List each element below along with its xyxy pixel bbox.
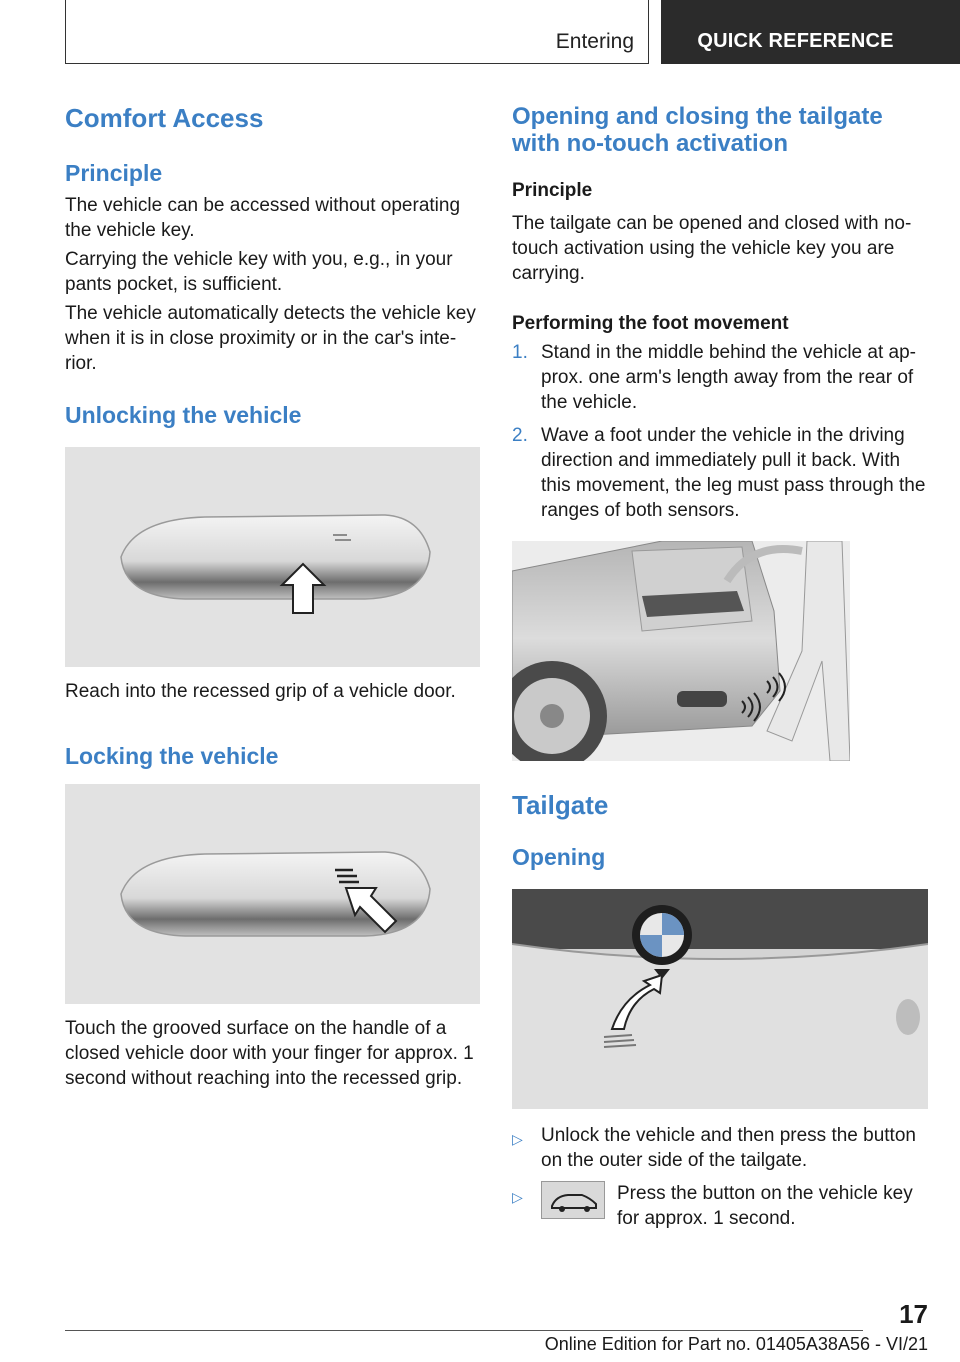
- tailgate-principle-paragraph: The tailgate can be opened and closed with no-touch activation using the vehicle key you are carrying.: [512, 213, 912, 284]
- bullet-text: Unlock the vehicle and then press the button on the outer side of the tailgate.: [541, 1125, 916, 1171]
- right-column: [512, 100, 928, 1231]
- list-item: [512, 1181, 928, 1231]
- principle-paragraph-3: The vehicle automatically detects the vehicle key when it is in close proximity or in the car's inte-rior.: [65, 303, 476, 374]
- door-handle-unlock-image: [65, 447, 480, 667]
- tailgate-principle-heading: Principle: [512, 180, 593, 201]
- section-title: Entering: [555, 30, 634, 53]
- principle-paragraph-2: Carrying the vehicle key with you, e.g., in your pants pocket, is sufficient.: [65, 249, 453, 295]
- footer-divider: [65, 1330, 863, 1331]
- foot-movement-heading: Performing the foot movement: [512, 313, 789, 334]
- step-text: Stand in the middle behind the vehicle at ap-prox. one arm's length away from the rear of the vehicle.: [541, 342, 916, 413]
- unlocking-heading: Unlocking the vehicle: [65, 402, 302, 428]
- quick-reference-tab-label: QUICK REFERENCE: [697, 30, 894, 52]
- foot-movement-figure: [512, 541, 850, 761]
- tailgate-title: Tailgate: [512, 790, 609, 820]
- list-item: [512, 340, 928, 415]
- door-handle-lock-image: [65, 784, 480, 1004]
- lock-handle-figure: [65, 784, 480, 1004]
- edition-text: Online Edition for Part no. 01405A38A56 - VI/21: [544, 1334, 928, 1354]
- foot-movement-image: [512, 541, 850, 761]
- list-item: [512, 1123, 928, 1173]
- unlock-handle-figure: [65, 447, 480, 667]
- unlock-caption: Reach into the recessed grip of a vehicle door.: [65, 681, 456, 702]
- step-number: 1.: [512, 342, 528, 363]
- left-column: [65, 100, 480, 1091]
- quick-reference-tab[interactable]: [661, 0, 960, 64]
- tailgate-button-figure: [512, 889, 928, 1109]
- list-item: [512, 423, 928, 523]
- bullet-text: Press the button on the vehicle key for approx. 1 second.: [617, 1183, 913, 1229]
- comfort-access-title: Comfort Access: [65, 103, 264, 133]
- locking-heading: Locking the vehicle: [65, 743, 279, 769]
- opening-heading: Opening: [512, 844, 606, 870]
- step-number: 2.: [512, 425, 528, 446]
- tailgate-key-button-icon: [541, 1181, 605, 1219]
- page-number: 17: [899, 1299, 928, 1329]
- triangle-bullet-icon: ▷: [512, 1189, 523, 1205]
- no-touch-title: Opening and closing the tailgate with no-touch activation: [512, 103, 883, 157]
- principle-paragraph-1: The vehicle can be accessed without operating the vehicle key.: [65, 195, 461, 241]
- principle-heading: Principle: [65, 160, 163, 186]
- tailgate-button-image: [512, 889, 928, 1109]
- triangle-bullet-icon: ▷: [512, 1131, 523, 1147]
- step-text: Wave a foot under the vehicle in the driving direction and immediately pull it back. With this movement, the leg must pass through the ranges of both sensors.: [541, 425, 926, 521]
- lock-caption: Touch the grooved surface on the handle of a closed vehicle door with your finger for approx. 1 second without reaching into the recessed grip.: [65, 1018, 474, 1089]
